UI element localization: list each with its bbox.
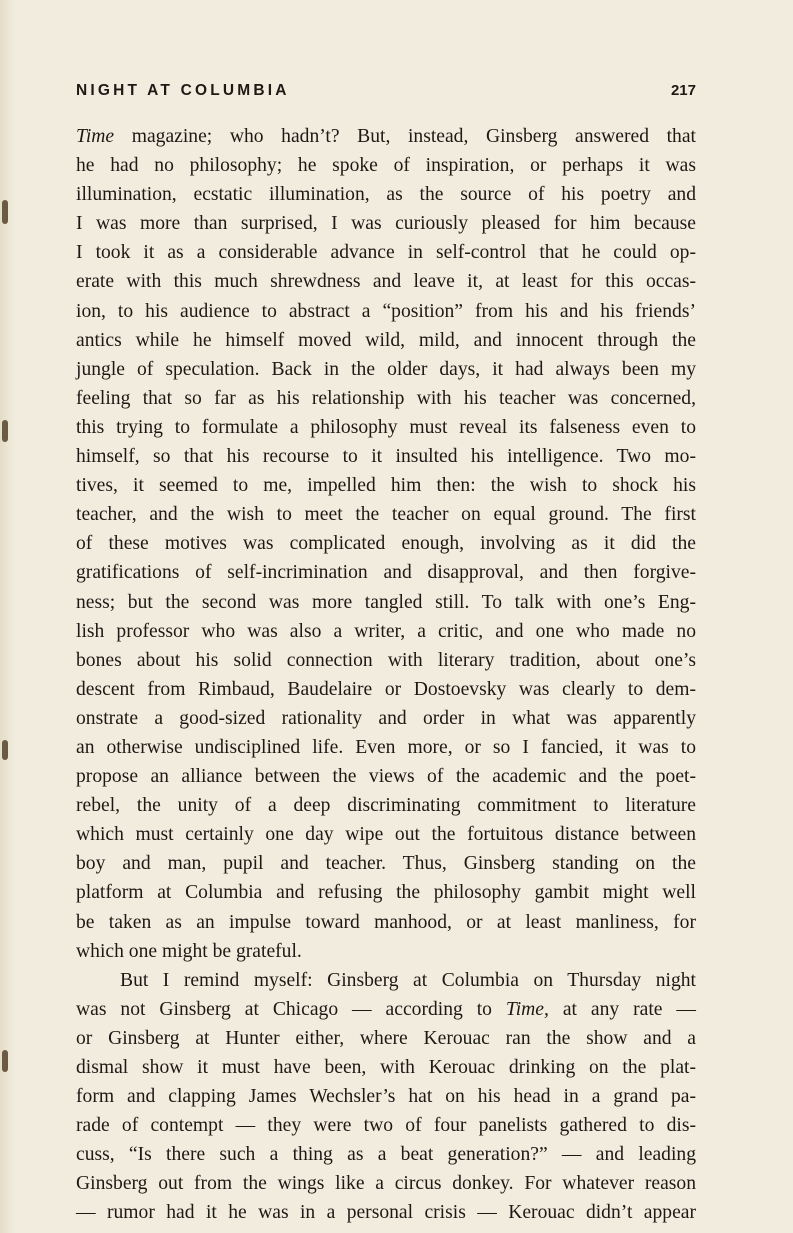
text-span: which one might be grateful. [76,940,302,962]
italic-text: Time [76,126,115,147]
text-span: propose an alliance between the views of the academic and the poet- [76,766,696,788]
text-line [76,209,696,238]
text-span: dismal show it must have been, with Kerouac drinking on the plat- [76,1057,696,1078]
page-gutter-edge [0,0,14,1233]
text-line [76,704,696,733]
text-line [76,878,696,907]
text-line [76,500,696,529]
text-line [76,1053,696,1082]
text-span: descent from Rimbaud, Baudelaire or Dostoevsky was clearly to dem- [76,678,696,700]
text-line [76,1140,696,1169]
text-line [76,180,696,209]
text-line [76,937,696,966]
text-span: ness; but the second was more tangled still. To talk with one’s Eng- [76,591,696,613]
text-span: cuss, “Is there such a thing as a beat generation?” — and leading [76,1144,696,1166]
text-line [76,471,696,500]
text-span: I took it as a considerable advance in self-control that he could op- [76,242,696,264]
text-span: onstrate a good-sized rationality and order in what was apparently [76,707,696,729]
text-line [76,762,696,791]
text-line [76,1082,696,1111]
text-span: was not Ginsberg at Chicago — according to [76,998,506,1020]
text-span: magazine; who hadn’t? But, instead, Ginsberg answered that [114,126,696,147]
text-span: antics while he himself moved wild, mild, and innocent through the [76,329,696,351]
text-span: erate with this much shrewdness and leave it, at least for this occas- [76,271,696,293]
body-text [76,122,696,1228]
text-line [76,675,696,704]
text-span: or Ginsberg at Hunter either, where Kerouac ran the show and a [76,1027,696,1049]
text-span: rebel, the unity of a deep discriminating commitment to literature [76,795,696,817]
text-span: of these motives was complicated enough, involving as it did the [76,533,696,555]
text-line [76,995,696,1024]
text-span: feeling that so far as his relationship with his teacher was concerned, [76,387,696,409]
text-span: illumination, ecstatic illumination, as the source of his poetry and [76,184,696,206]
text-line [76,791,696,820]
text-span: an otherwise undisciplined life. Even more, or so I fancied, it was to [76,736,696,758]
text-line [76,122,696,151]
text-line [76,966,696,995]
text-span: teacher, and the wish to meet the teacher on equal ground. The first [76,504,696,526]
text-span: — rumor had it he was in a personal crisis — Kerouac didn’t appear [76,1202,696,1224]
gutter-mark [2,420,8,442]
text-line [76,733,696,762]
text-line [76,1169,696,1198]
text-span: jungle of speculation. Back in the older days, it had always been my [76,358,696,380]
text-line [76,297,696,326]
text-span: ion, to his audience to abstract a “position” from his and his friends’ [76,300,696,322]
text-span: rade of contempt — they were two of four panelists gathered to dis- [76,1115,696,1137]
text-line [76,588,696,617]
text-span: bones about his solid connection with literary tradition, about one’s [76,649,696,671]
text-span: But I remind myself: Ginsberg at Columbia on Thursday night [120,969,696,991]
page-number: 217 [670,82,696,99]
text-span: boy and man, pupil and teacher. Thus, Ginsberg standing on the [76,853,696,875]
text-span: he had no philosophy; he spoke of inspiration, or perhaps it was [76,155,696,177]
text-span: gratifications of self-incrimination and disapproval, and then forgive- [76,562,696,584]
text-line [76,558,696,587]
text-line [76,442,696,471]
text-line [76,151,696,180]
text-line [76,849,696,878]
gutter-mark [2,200,8,224]
italic-text: Time, [505,998,549,1020]
page-header [76,82,696,106]
text-span: I was more than surprised, I was curiously pleased for him because [76,213,696,235]
running-head: NIGHT AT COLUMBIA [76,82,290,99]
gutter-mark [2,1050,8,1072]
text-span: lish professor who was also a writer, a critic, and one who made no [76,620,696,642]
text-line [76,1024,696,1053]
text-span: tives, it seemed to me, impelled him then: the wish to shock his [76,475,696,497]
text-span: at any rate — [548,998,696,1020]
gutter-mark [2,740,8,760]
text-span: Ginsberg out from the wings like a circus donkey. For whatever reason [76,1173,696,1195]
text-line [76,326,696,355]
text-line [76,238,696,267]
text-span: platform at Columbia and refusing the philosophy gambit might well [76,882,696,904]
text-line [76,529,696,558]
text-span: form and clapping James Wechsler’s hat on his head in a grand pa- [76,1086,696,1108]
text-line [76,908,696,937]
text-span: which must certainly one day wipe out the fortuitous distance between [76,824,696,846]
text-line [76,384,696,413]
text-span: himself, so that his recourse to it insulted his intelligence. Two mo- [76,446,696,468]
text-line [76,1198,696,1227]
text-span: this trying to formulate a philosophy must reveal its falseness even to [76,416,696,438]
text-span: be taken as an impulse toward manhood, or at least manliness, for [76,911,696,933]
text-line [76,820,696,849]
text-line [76,413,696,442]
text-line [76,1111,696,1140]
text-line [76,267,696,296]
text-line [76,646,696,675]
text-line [76,617,696,646]
text-line [76,355,696,384]
